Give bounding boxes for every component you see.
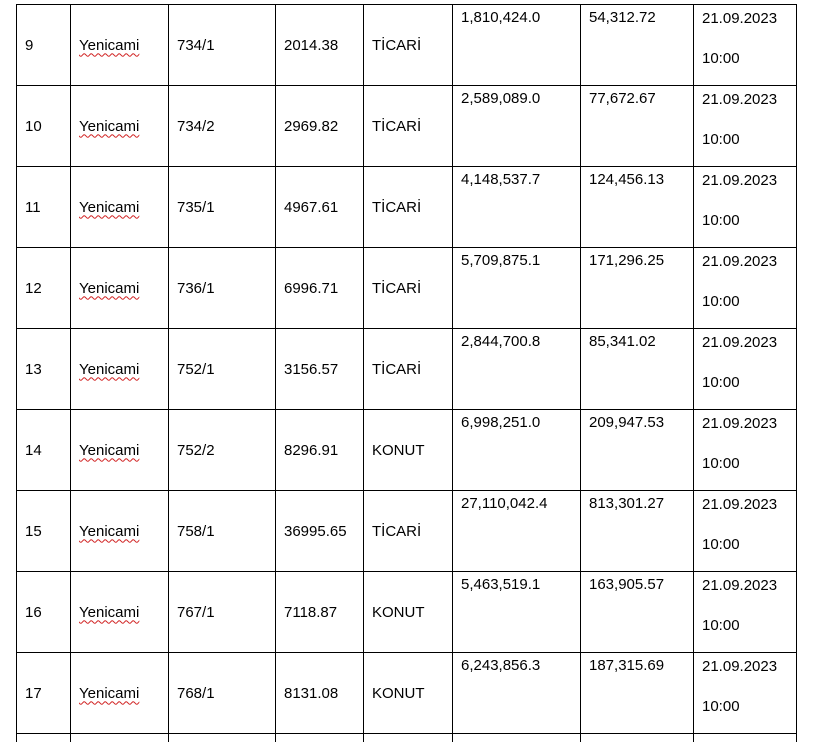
auction-time: 10:00 xyxy=(702,698,740,715)
table-row xyxy=(17,5,797,86)
fee-amount: 163,905.57 xyxy=(589,576,665,593)
location-name: Yenicami xyxy=(79,603,140,621)
area-cell xyxy=(276,86,364,167)
row-number-cell xyxy=(17,572,71,653)
parcel-number: 735/1 xyxy=(177,198,215,216)
type-cell xyxy=(364,167,453,248)
area-cell xyxy=(276,167,364,248)
parcel-number: 767/1 xyxy=(177,603,215,621)
parcel-cell xyxy=(169,167,276,248)
row-number: 12 xyxy=(25,279,42,297)
area-value: 8296.91 xyxy=(284,441,339,459)
row-number: 14 xyxy=(25,441,42,459)
table-row-partial xyxy=(17,734,797,742)
date-cell xyxy=(694,410,797,491)
row-number-cell xyxy=(17,491,71,572)
value-cell xyxy=(453,5,581,86)
zoning-type: TİCARİ xyxy=(372,117,422,135)
fee-amount: 124,456.13 xyxy=(589,171,665,188)
zoning-type: KONUT xyxy=(372,684,425,702)
estimated-value: 4,148,537.7 xyxy=(461,171,541,188)
location-name: Yenicami xyxy=(79,684,140,702)
auction-date: 21.09.2023 xyxy=(702,91,778,108)
value-cell xyxy=(453,410,581,491)
estimated-value: 2,589,089.0 xyxy=(461,90,541,107)
auction-date: 21.09.2023 xyxy=(702,334,778,351)
location-name: Yenicami xyxy=(79,198,140,216)
date-cell xyxy=(694,5,797,86)
parcel-cell xyxy=(169,653,276,734)
fee-cell xyxy=(581,248,694,329)
parcel-cell xyxy=(169,491,276,572)
estimated-value: 1,810,424.0 xyxy=(461,9,541,26)
fee-cell xyxy=(581,572,694,653)
type-cell xyxy=(364,248,453,329)
fee-cell xyxy=(581,5,694,86)
type-cell xyxy=(364,410,453,491)
value-cell xyxy=(453,86,581,167)
row-number-cell xyxy=(17,329,71,410)
fee-cell xyxy=(581,86,694,167)
partial-cell xyxy=(581,734,694,742)
estimated-value: 5,709,875.1 xyxy=(461,252,541,269)
row-number: 13 xyxy=(25,360,42,378)
auction-time: 10:00 xyxy=(702,374,740,391)
row-number: 17 xyxy=(25,684,42,702)
auction-time: 10:00 xyxy=(702,293,740,310)
type-cell xyxy=(364,491,453,572)
type-cell xyxy=(364,653,453,734)
location-cell xyxy=(71,5,169,86)
estimated-value: 2,844,700.8 xyxy=(461,333,541,350)
document-table-container xyxy=(16,4,797,742)
table-row xyxy=(17,86,797,167)
location-name: Yenicami xyxy=(79,360,140,378)
auction-time: 10:00 xyxy=(702,50,740,67)
type-cell xyxy=(364,572,453,653)
value-cell xyxy=(453,491,581,572)
partial-cell xyxy=(694,734,797,742)
value-cell xyxy=(453,248,581,329)
value-cell xyxy=(453,167,581,248)
partial-cell xyxy=(364,734,453,742)
parcel-number: 734/1 xyxy=(177,36,215,54)
table-row xyxy=(17,410,797,491)
fee-amount: 171,296.25 xyxy=(589,252,665,269)
location-cell xyxy=(71,167,169,248)
location-name: Yenicami xyxy=(79,279,140,297)
area-cell xyxy=(276,329,364,410)
auction-date: 21.09.2023 xyxy=(702,172,778,189)
zoning-type: KONUT xyxy=(372,603,425,621)
partial-cell xyxy=(17,734,71,742)
auction-date: 21.09.2023 xyxy=(702,577,778,594)
estimated-value: 6,998,251.0 xyxy=(461,414,541,431)
table-row xyxy=(17,491,797,572)
location-cell xyxy=(71,248,169,329)
date-cell xyxy=(694,329,797,410)
fee-cell xyxy=(581,329,694,410)
table-row xyxy=(17,329,797,410)
area-value: 4967.61 xyxy=(284,198,339,216)
auction-date: 21.09.2023 xyxy=(702,496,778,513)
parcel-number: 768/1 xyxy=(177,684,215,702)
auction-time: 10:00 xyxy=(702,131,740,148)
value-cell xyxy=(453,572,581,653)
fee-cell xyxy=(581,653,694,734)
parcel-number: 758/1 xyxy=(177,522,215,540)
date-cell xyxy=(694,653,797,734)
date-cell xyxy=(694,572,797,653)
area-cell xyxy=(276,410,364,491)
location-cell xyxy=(71,572,169,653)
row-number: 10 xyxy=(25,117,42,135)
parcel-number: 752/1 xyxy=(177,360,215,378)
auction-date: 21.09.2023 xyxy=(702,658,778,675)
row-number-cell xyxy=(17,167,71,248)
area-cell xyxy=(276,5,364,86)
parcel-cell xyxy=(169,410,276,491)
area-value: 6996.71 xyxy=(284,279,339,297)
fee-amount: 85,341.02 xyxy=(589,333,656,350)
fee-cell xyxy=(581,167,694,248)
partial-cell xyxy=(169,734,276,742)
auction-time: 10:00 xyxy=(702,212,740,229)
auction-time: 10:00 xyxy=(702,617,740,634)
row-number-cell xyxy=(17,653,71,734)
fee-amount: 77,672.67 xyxy=(589,90,656,107)
date-cell xyxy=(694,491,797,572)
value-cell xyxy=(453,653,581,734)
row-number: 11 xyxy=(25,198,41,216)
row-number-cell xyxy=(17,410,71,491)
parcel-cell xyxy=(169,5,276,86)
table-row xyxy=(17,572,797,653)
partial-cell xyxy=(276,734,364,742)
date-cell xyxy=(694,248,797,329)
table-row xyxy=(17,248,797,329)
location-cell xyxy=(71,329,169,410)
row-number-cell xyxy=(17,248,71,329)
parcel-number: 736/1 xyxy=(177,279,215,297)
area-cell xyxy=(276,491,364,572)
row-number: 9 xyxy=(25,36,34,54)
date-cell xyxy=(694,167,797,248)
row-number: 16 xyxy=(25,603,42,621)
location-name: Yenicami xyxy=(79,36,140,54)
partial-cell xyxy=(453,734,581,742)
auction-time: 10:00 xyxy=(702,536,740,553)
row-number: 15 xyxy=(25,522,42,540)
fee-amount: 209,947.53 xyxy=(589,414,665,431)
zoning-type: KONUT xyxy=(372,441,425,459)
parcel-table xyxy=(16,4,797,742)
location-cell xyxy=(71,491,169,572)
estimated-value: 6,243,856.3 xyxy=(461,657,541,674)
location-name: Yenicami xyxy=(79,117,140,135)
area-value: 36995.65 xyxy=(284,522,347,540)
estimated-value: 5,463,519.1 xyxy=(461,576,541,593)
parcel-cell xyxy=(169,248,276,329)
zoning-type: TİCARİ xyxy=(372,522,422,540)
parcel-cell xyxy=(169,86,276,167)
fee-cell xyxy=(581,410,694,491)
parcel-cell xyxy=(169,329,276,410)
location-name: Yenicami xyxy=(79,441,140,459)
value-cell xyxy=(453,329,581,410)
fee-cell xyxy=(581,491,694,572)
type-cell xyxy=(364,86,453,167)
auction-date: 21.09.2023 xyxy=(702,415,778,432)
auction-time: 10:00 xyxy=(702,455,740,472)
area-value: 3156.57 xyxy=(284,360,339,378)
fee-amount: 187,315.69 xyxy=(589,657,665,674)
fee-amount: 813,301.27 xyxy=(589,495,665,512)
zoning-type: TİCARİ xyxy=(372,360,422,378)
row-number-cell xyxy=(17,86,71,167)
table-body xyxy=(17,5,797,742)
location-cell xyxy=(71,653,169,734)
area-cell xyxy=(276,248,364,329)
area-value: 2969.82 xyxy=(284,117,339,135)
fee-amount: 54,312.72 xyxy=(589,9,656,26)
parcel-cell xyxy=(169,572,276,653)
zoning-type: TİCARİ xyxy=(372,279,422,297)
partial-cell xyxy=(71,734,169,742)
date-cell xyxy=(694,86,797,167)
area-value: 2014.38 xyxy=(284,36,339,54)
location-cell xyxy=(71,86,169,167)
estimated-value: 27,110,042.4 xyxy=(461,495,548,512)
zoning-type: TİCARİ xyxy=(372,36,422,54)
area-value: 7118.87 xyxy=(284,603,338,621)
parcel-number: 752/2 xyxy=(177,441,215,459)
table-row xyxy=(17,167,797,248)
area-value: 8131.08 xyxy=(284,684,339,702)
location-cell xyxy=(71,410,169,491)
row-number-cell xyxy=(17,5,71,86)
location-name: Yenicami xyxy=(79,522,140,540)
type-cell xyxy=(364,5,453,86)
parcel-number: 734/2 xyxy=(177,117,215,135)
auction-date: 21.09.2023 xyxy=(702,10,778,27)
auction-date: 21.09.2023 xyxy=(702,253,778,270)
table-row xyxy=(17,653,797,734)
type-cell xyxy=(364,329,453,410)
zoning-type: TİCARİ xyxy=(372,198,422,216)
area-cell xyxy=(276,653,364,734)
area-cell xyxy=(276,572,364,653)
